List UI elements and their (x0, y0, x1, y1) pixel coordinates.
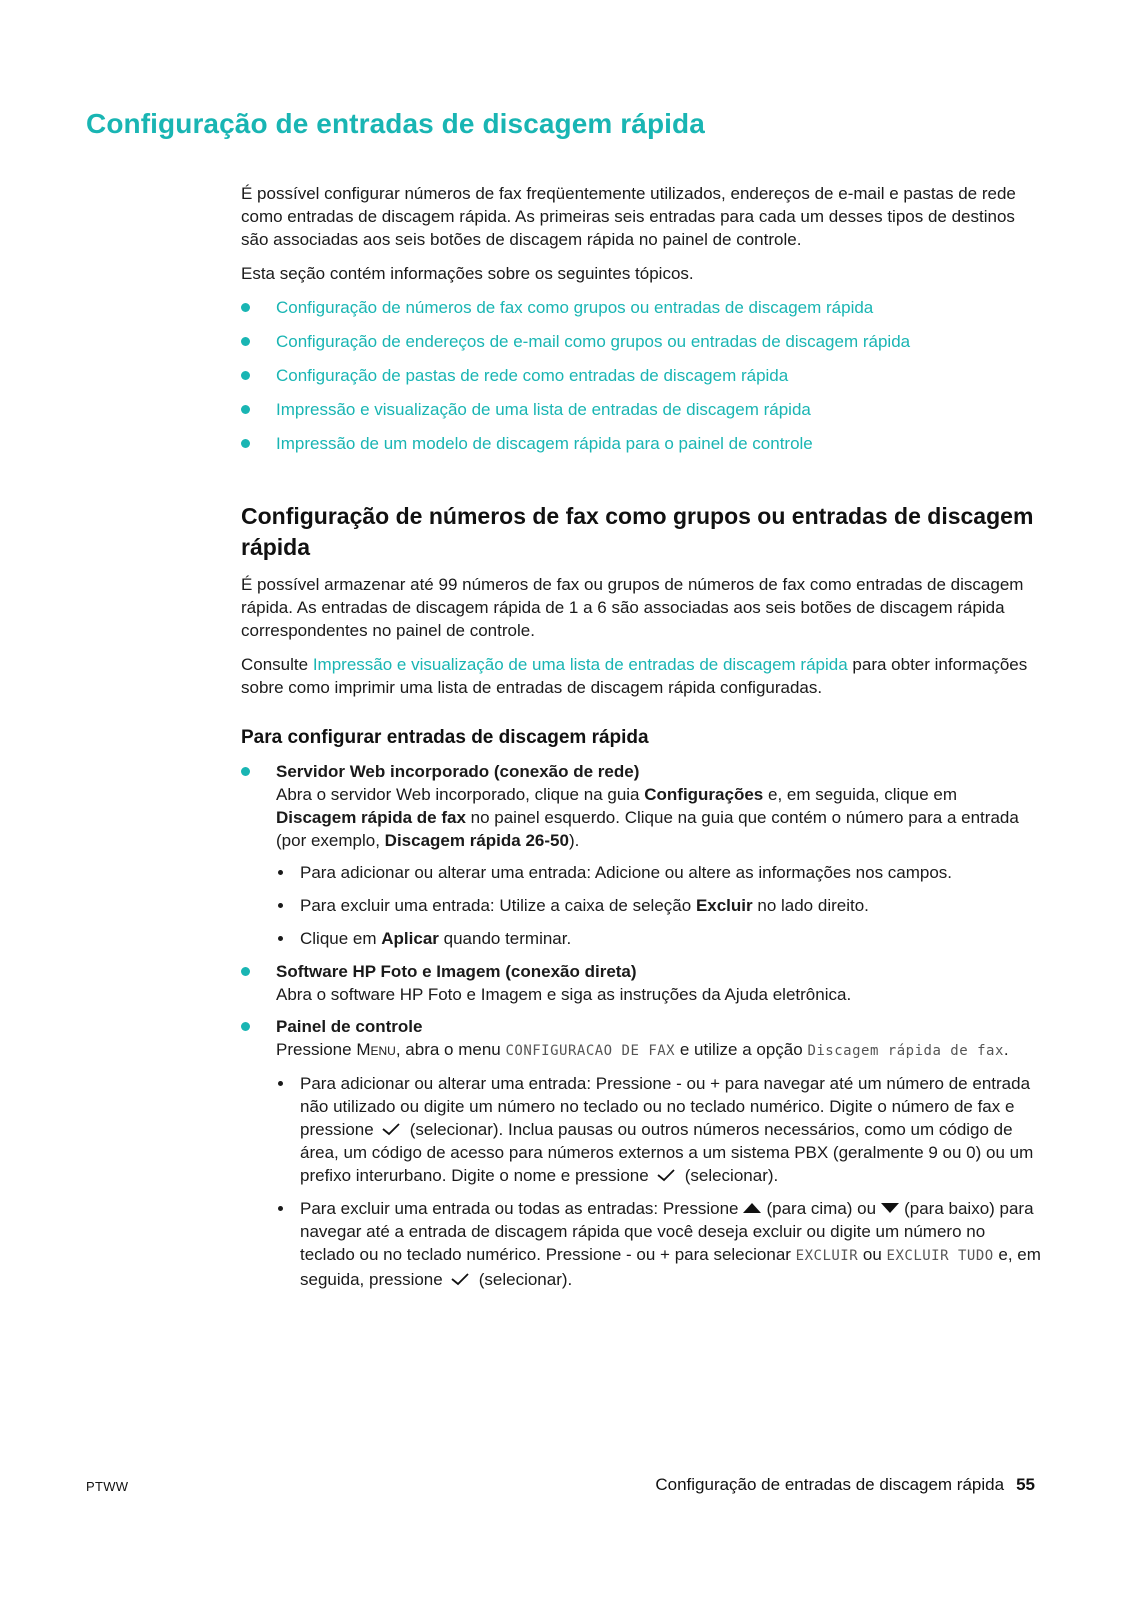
subsection-heading: Para configurar entradas de discagem rápida (241, 727, 649, 748)
method-list (241, 760, 1041, 1291)
bullet-icon (241, 371, 250, 380)
down-arrow-icon (880, 1202, 900, 1214)
lcd-text: Discagem rápida de fax (807, 1043, 1004, 1059)
reference-pre: Consulte (241, 655, 313, 674)
method-heading: Painel de controle (276, 1017, 423, 1036)
check-icon (380, 1121, 402, 1137)
substep-item: Para excluir uma entrada ou todas as entradas: Pressione (para cima) ou (para baixo) para navegar até a entrada de discagem rápida que você deseja excluir ou digite um número no teclado ou no teclado numérico. Pressione - ou + para selecionar EXCLUIR ou EXCLUIR TUDO e, em seguida, pressione (selecionar). (276, 1197, 1041, 1291)
section-reference-paragraph (241, 653, 1041, 699)
method-text: Pressione MENU, abra o menu CONFIGURACAO DE FAX e utilize a opção Discagem rápida de fax. (276, 1040, 1009, 1059)
topic-link[interactable] (241, 432, 1041, 455)
footer-locale: PTWW (86, 1479, 129, 1494)
topic-link[interactable] (241, 398, 1041, 421)
substep-item: Para adicionar ou alterar uma entrada: Adicione ou altere as informações nos campos. (276, 861, 1041, 884)
section-heading: Configuração de números de fax como grupos ou entradas de discagem rápida (241, 503, 1034, 560)
reference-post: para obter informações sobre como imprimir uma lista de entradas de discagem rápida configuradas. (241, 655, 1028, 697)
topic-link-label[interactable]: Impressão de um modelo de discagem rápida para o painel de controle (276, 434, 813, 453)
bullet-icon (278, 903, 283, 908)
lcd-text: CONFIGURACAO DE FAX (505, 1043, 676, 1059)
reference-link[interactable]: Impressão e visualização de uma lista de entradas de discagem rápida (312, 655, 848, 674)
bullet-icon (278, 1081, 283, 1086)
topic-link-label[interactable]: Impressão e visualização de uma lista de entradas de discagem rápida (276, 400, 811, 419)
footer-title: Configuração de entradas de discagem rápida (655, 1475, 1005, 1494)
method-text: Abra o servidor Web incorporado, clique na guia Configurações e, em seguida, clique em Discagem rápida de fax no painel esquerdo. Clique na guia que contém o número para a entrada (por exemplo, Discagem rápida 26-50). (276, 785, 1019, 850)
bullet-icon (241, 767, 250, 776)
bullet-icon (241, 1022, 250, 1031)
substep-item: Para excluir uma entrada: Utilize a caixa de seleção Excluir no lado direito. (276, 894, 1041, 917)
method-item-software (241, 960, 1041, 1006)
bullet-icon (241, 967, 250, 976)
page-number: 55 (1016, 1475, 1035, 1494)
substep-item: Para adicionar ou alterar uma entrada: Pressione - ou + para navegar até um número de entrada não utilizado ou digite um número no teclado ou no teclado numérico. Digite o número de fax e pressione (selecionar). Inclua pausas ou outros números necessários, como um código de área, um código de acesso para números externos a um sistema PBX (geralmente 9 ou 0) ou um prefixo interurbano. Digite o nome e pressione (selecionar). (276, 1072, 1041, 1187)
topic-link[interactable] (241, 364, 1041, 387)
bullet-icon (278, 1206, 283, 1211)
up-arrow-icon (742, 1202, 762, 1214)
bullet-icon (241, 439, 250, 448)
check-icon (655, 1167, 677, 1183)
section-paragraph: É possível armazenar até 99 números de fax ou grupos de números de fax como entradas de discagem rápida. As entradas de discagem rápida de 1 a 6 são associadas aos seis botões de discagem rápida correspondentes no painel de controle. (241, 575, 1024, 640)
method-item-control-panel (241, 1015, 1041, 1291)
bullet-icon (241, 405, 250, 414)
footer-running-title (655, 1475, 1035, 1495)
method-item-ews (241, 760, 1041, 950)
method-text: Abra o software HP Foto e Imagem e siga as instruções da Ajuda eletrônica. (276, 985, 852, 1004)
bullet-icon (241, 303, 250, 312)
lcd-text: EXCLUIR TUDO (886, 1248, 994, 1264)
topic-link-label[interactable]: Configuração de pastas de rede como entradas de discagem rápida (276, 366, 789, 385)
bullet-icon (278, 870, 283, 875)
substep-item: Clique em Aplicar quando terminar. (276, 927, 1041, 950)
intro-paragraph: É possível configurar números de fax freqüentemente utilizados, endereços de e-mail e pastas de rede como entradas de discagem rápida. As primeiras seis entradas para cada um desses tipos de destinos são associadas aos seis botões de discagem rápida no painel de controle. (241, 184, 1016, 249)
main-content (241, 182, 1041, 1301)
topic-link-label[interactable]: Configuração de endereços de e-mail como grupos ou entradas de discagem rápida (276, 332, 911, 351)
topic-list (241, 296, 1041, 455)
page-title: Configuração de entradas de discagem rápida (86, 108, 705, 139)
method-heading: Software HP Foto e Imagem (conexão direta) (276, 962, 637, 981)
lcd-text: EXCLUIR (795, 1248, 859, 1264)
method-heading: Servidor Web incorporado (conexão de rede) (276, 762, 640, 781)
ews-substeps (276, 861, 1041, 950)
intro-topics-lead: Esta seção contém informações sobre os seguintes tópicos. (241, 264, 694, 283)
topic-link[interactable] (241, 296, 1041, 319)
topic-link-label[interactable]: Configuração de números de fax como grupos ou entradas de discagem rápida (276, 298, 874, 317)
bullet-icon (278, 936, 283, 941)
check-icon (449, 1271, 471, 1287)
bullet-icon (241, 337, 250, 346)
panel-substeps (276, 1072, 1041, 1291)
topic-link[interactable] (241, 330, 1041, 353)
